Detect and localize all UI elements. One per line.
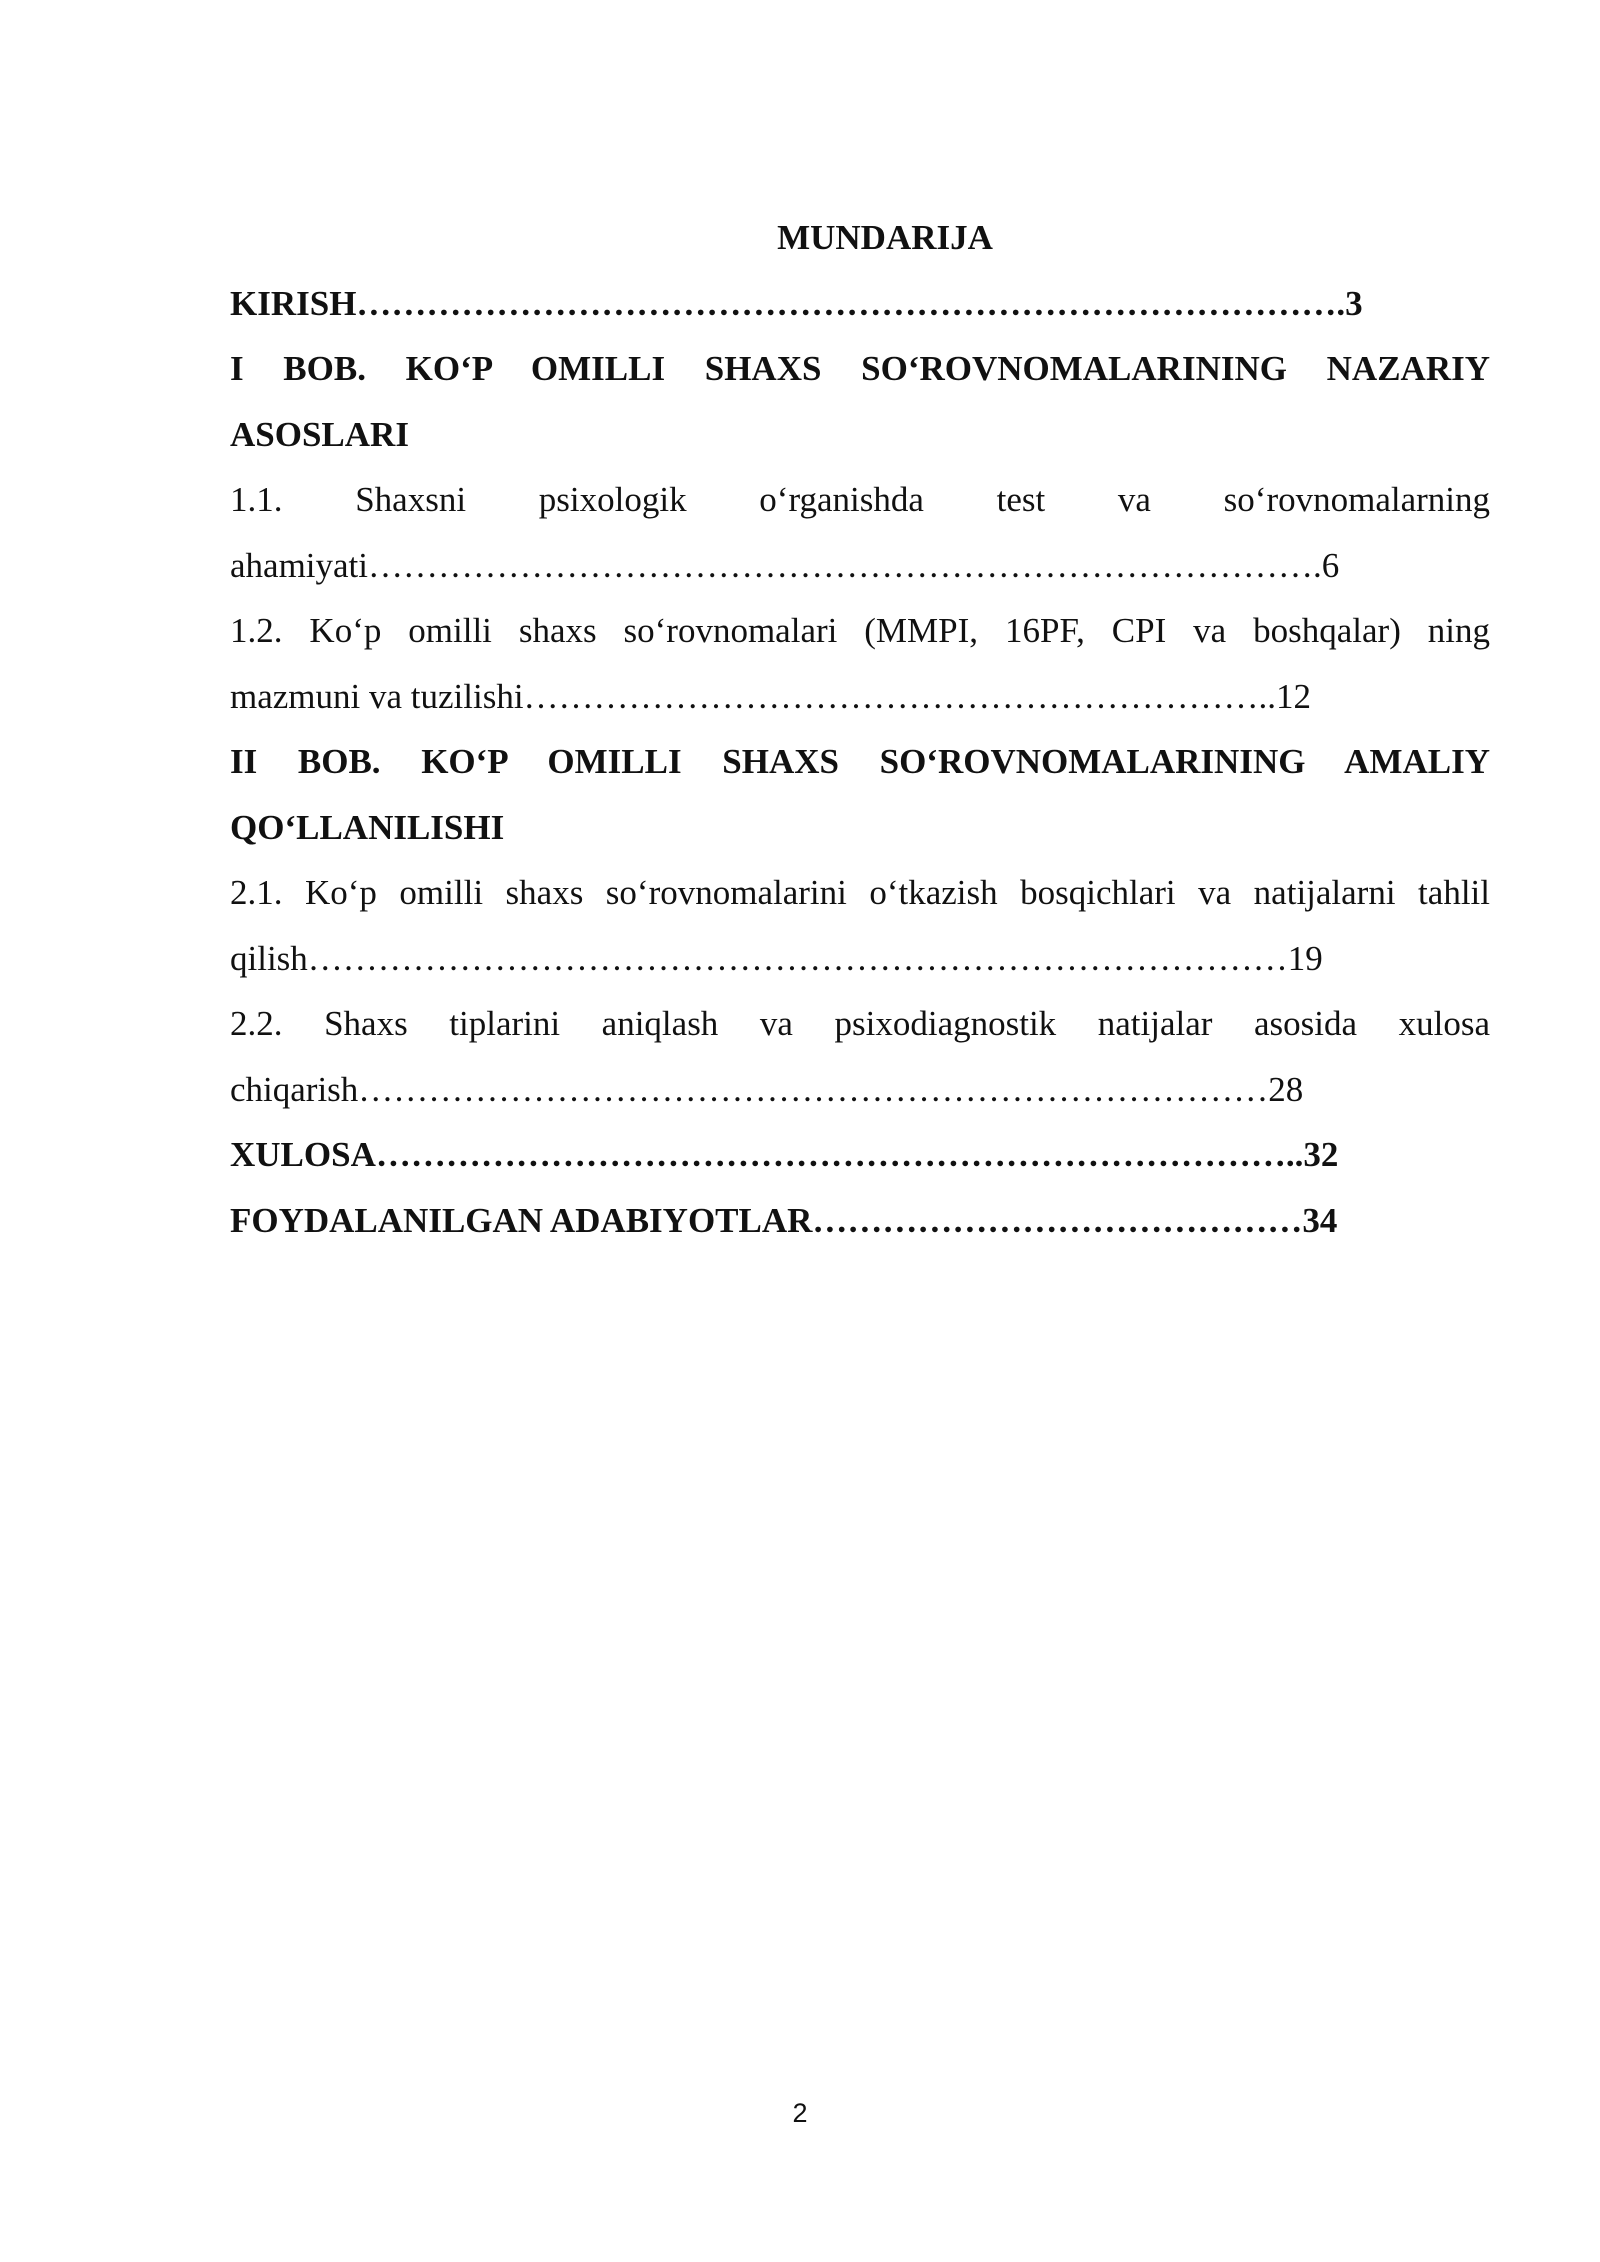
toc-entry-section-2-1 — [230, 860, 1490, 991]
toc-title: MUNDARIJA — [777, 218, 993, 257]
toc-line: QO‘LLANILISHI — [230, 807, 505, 847]
toc-line: 1.1. Shaxsni psixologik o‘rganishda test va so‘rovnomalarning — [230, 480, 1490, 519]
toc-line: 1.2. Ko‘p omilli shaxs so‘rovnomalari (MMPI, 16PF, CPI va boshqalar) ning — [230, 611, 1490, 650]
table-of-contents — [230, 205, 1490, 1253]
toc-line: 2.2. Shaxs tiplarini aniqlash va psixodiagnostik natijalar asosida xulosa — [230, 1004, 1490, 1043]
page-number: 2 — [792, 2098, 808, 2128]
toc-line: I BOB. KO‘P OMILLI SHAXS SO‘ROVNOMALARINING NAZARIY — [230, 349, 1490, 388]
toc-entry-conclusion — [230, 1122, 1490, 1188]
toc-line: KIRISH………………………………………………………………………….3 — [230, 283, 1363, 323]
toc-entry-section-1-2 — [230, 598, 1490, 729]
toc-line: ahamiyati……………………………………………………………………….6 — [230, 545, 1340, 585]
toc-entry-references — [230, 1188, 1490, 1254]
toc-line: mazmuni va tuzilishi………………………………………………………..12 — [230, 676, 1312, 716]
toc-entry-kirish — [230, 271, 1490, 337]
toc-line: qilish…………………………………………………………………………19 — [230, 938, 1323, 978]
toc-line: II BOB. KO‘P OMILLI SHAXS SO‘ROVNOMALARINING AMALIY — [230, 742, 1490, 781]
toc-line: FOYDALANILGAN ADABIYOTLAR……………………………………34 — [230, 1200, 1338, 1240]
toc-line: 2.1. Ko‘p omilli shaxs so‘rovnomalarini o‘tkazish bosqichlari va natijalarni tahlil — [230, 873, 1490, 912]
toc-entry-section-2-2 — [230, 991, 1490, 1122]
toc-entry-chapter-2 — [230, 729, 1490, 860]
toc-line: chiqarish……………………………………………………………………28 — [230, 1069, 1304, 1109]
toc-line: XULOSA……………………………………………………………………..32 — [230, 1135, 1339, 1174]
toc-entry-chapter-1 — [230, 336, 1490, 467]
toc-entry-section-1-1 — [230, 467, 1490, 598]
toc-line: ASOSLARI — [230, 414, 409, 454]
